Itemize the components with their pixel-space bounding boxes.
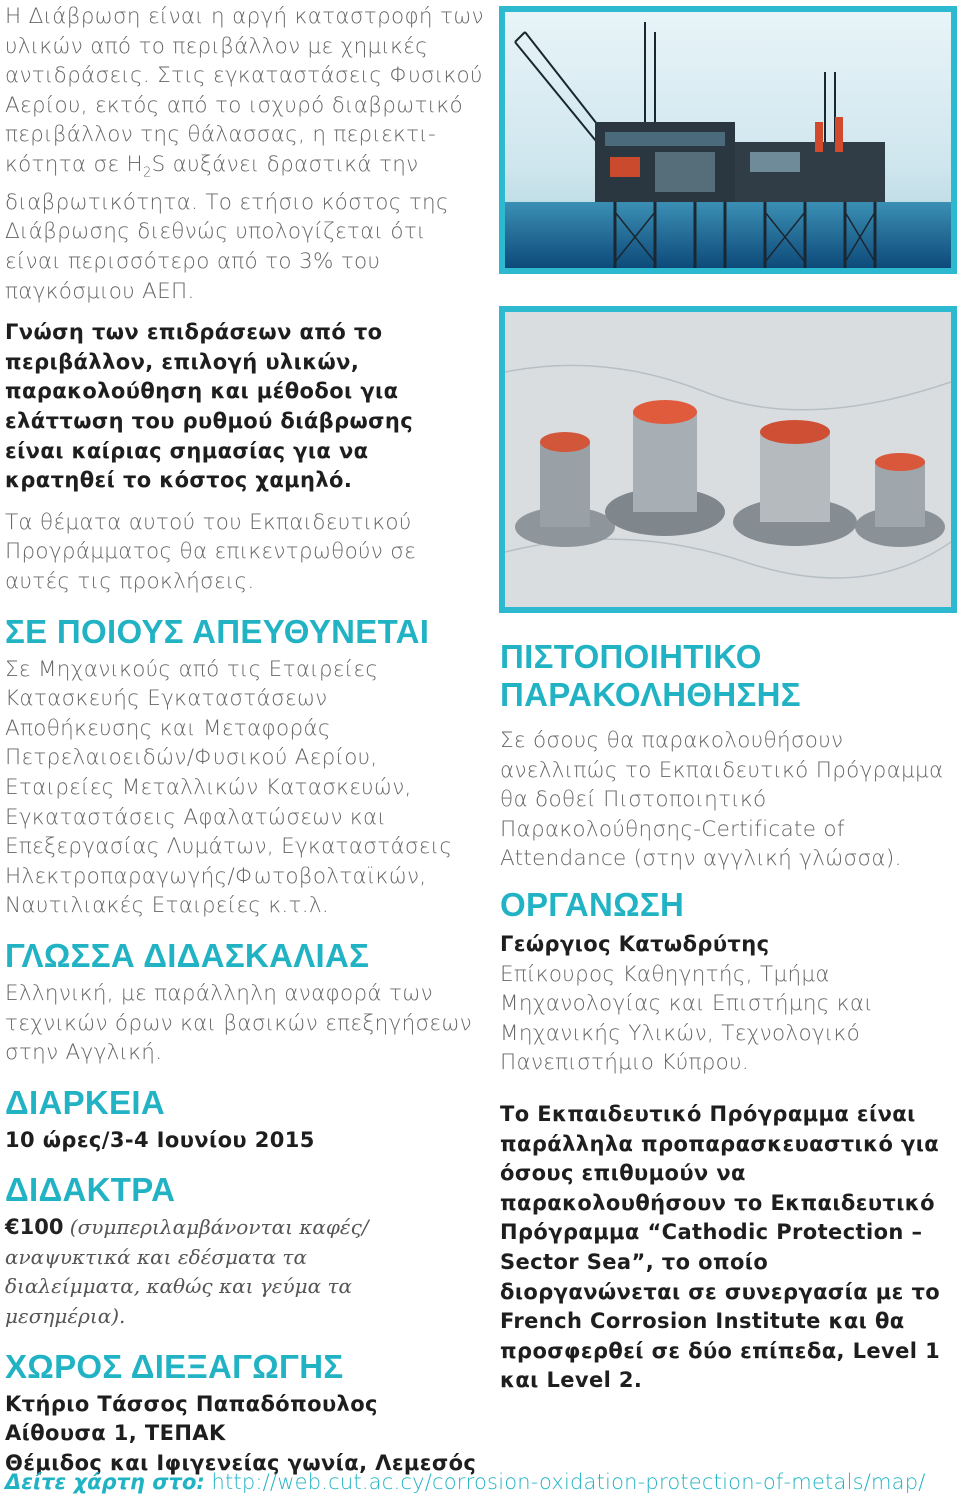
offshore-platform-illustration bbox=[505, 12, 951, 268]
intro-paragraph: Η Διάβρωση είναι η αργή καταστροφή των υλικών από το περιβάλλον με χημικές αντιδράσεις. Στις εγκαταστάσεις Φυσικού Αερίου, εκτός από το ισχυρό διαβρωτικό περιβάλλον της θάλασσας, η περιεκτι-κότητα σε $H_2S$ αυξάνει δραστικά την διαβρωτικότητα. Το ετήσιο κόστος της Διάβρωσης διεθνώς υπολογίζεται ότι είναι περισσότερο από το 3% του παγκόσμιου ΑΕΠ. bbox=[5, 4, 484, 304]
duration-text: 10 ώρες/3-4 Ιουνίου 2015 bbox=[5, 1127, 315, 1152]
certificate-heading: ΠΙΣΤΟΠΟΙΗΤΙΚΟ ΠΑΡΑΚΟΛΗΘΗΣΗΣ bbox=[500, 638, 801, 713]
fees-heading: ΔΙΔΑΚΤΡΑ bbox=[5, 1171, 176, 1209]
language-text: Ελληνική, με παράλληλη αναφορά των τεχνικών όρων και βασικών επεξηγήσεων στην Αγγλική. bbox=[5, 980, 472, 1066]
map-link[interactable]: http://web.cut.ac.cy/corrosion-oxidation-protection-of-metals/map/ bbox=[211, 1470, 926, 1494]
fees-text: €100 (συμπεριλαμβάνονται καφές/ αναψυκτικά και εδέσματα τα διαλείμματα, καθώς και γεύμα τα μεσημέρια). bbox=[5, 1215, 369, 1329]
duration-heading: ΔΙΑΡΚΕΙΑ bbox=[5, 1083, 165, 1121]
left-column bbox=[5, 2, 485, 1478]
corroded-bolts-illustration bbox=[505, 312, 951, 607]
venue-address: Θέμιδος και Ιφιγενείας γωνία, Λεμεσός bbox=[5, 1450, 477, 1475]
corroded-bolts-image bbox=[499, 306, 957, 613]
venue-heading: ΧΩΡΟΣ ΔΙΕΞΑΓΩΓΗΣ bbox=[5, 1347, 344, 1385]
fee-price: €100 bbox=[5, 1215, 64, 1240]
language-heading: ΓΛΩΣΣΑ ΔΙΔΑΣΚΑΛΙΑΣ bbox=[5, 936, 370, 974]
audience-text: Σε Μηχανικούς από τις Εταιρείες Κατασκευής Εγκαταστάσεων Αποθήκευσης και Μεταφοράς Πετρελαιοειδών/Φυσικού Αερίου, Εταιρείες Μεταλλικών Κατασκευών, Εγκαταστάσεις Αφαλατώσεων και Επεξεργασίας Λυμάτων, Εγκαταστάσεις Ηλεκτροπαραγωγής/Φωτοβολταϊκών, Ναυτιλιακές Εταιρείες κ.τ.λ. bbox=[5, 656, 453, 919]
map-label: Δείτε χάρτη στο: bbox=[5, 1470, 205, 1494]
program-focus-text: Τα θέματα αυτού του Εκπαιδευτικού Προγράμματος θα επικεντρωθούν σε αυτές τις προκλήσεις. bbox=[5, 509, 417, 594]
organizer-name: Γεώργιος Κατωδρύτης bbox=[500, 931, 770, 956]
venue-building: Κτήριο Τάσσος Παπαδόπουλος bbox=[5, 1391, 378, 1416]
certificate-text: Σε όσους θα παρακολουθήσουν ανελλιπώς το Εκπαιδευτικό Πρόγραμμα θα δοθεί Πιστοποιητικό Παρακολούθησης-Certificate of Attendance (στην αγγλική γλώσσα). bbox=[500, 728, 944, 872]
organizer-affiliation: Επίκουρος Καθηγητής, Τμήμα Μηχανολογίας και Επιστήμης και Μηχανικής Υλικών, Τεχνολογικό Πανεπιστήμιο Κύπρου. bbox=[500, 961, 873, 1076]
footer-map-line bbox=[5, 1467, 960, 1497]
program-note: Το Εκπαιδευτικό Πρόγραμμα είναι παράλληλα προπαρασκευαστικό για όσους επιθυμούν να παρακολουθήσουν το Εκπαιδευτικό Πρόγραμμα “Cathodic Protection – Sector Sea”, το οποίο διοργανώνεται σε συνεργασία με το French Corrosion Institute και θα προσφερθεί σε δύο επίπεδα, Level 1 και Level 2. bbox=[500, 1101, 941, 1393]
key-statement: Γνώση των επιδράσεων από το περιβάλλον, επιλογή υλικών, παρακολούθηση και μέθοδοι για ελάττωση του ρυθμού διάβρωσης είναι καίριας σημασίας για να κρατηθεί το κόστος χαμηλό. bbox=[5, 320, 414, 493]
offshore-platform-image bbox=[499, 6, 957, 274]
organization-heading: ΟΡΓΑΝΩΣΗ bbox=[500, 885, 685, 923]
audience-heading: ΣΕ ΠΟΙΟΥΣ ΑΠΕΥΘΥΝΕΤΑΙ bbox=[5, 612, 430, 650]
venue-room: Αίθουσα 1, ΤΕΠΑΚ bbox=[5, 1421, 226, 1446]
right-column bbox=[500, 638, 955, 1396]
